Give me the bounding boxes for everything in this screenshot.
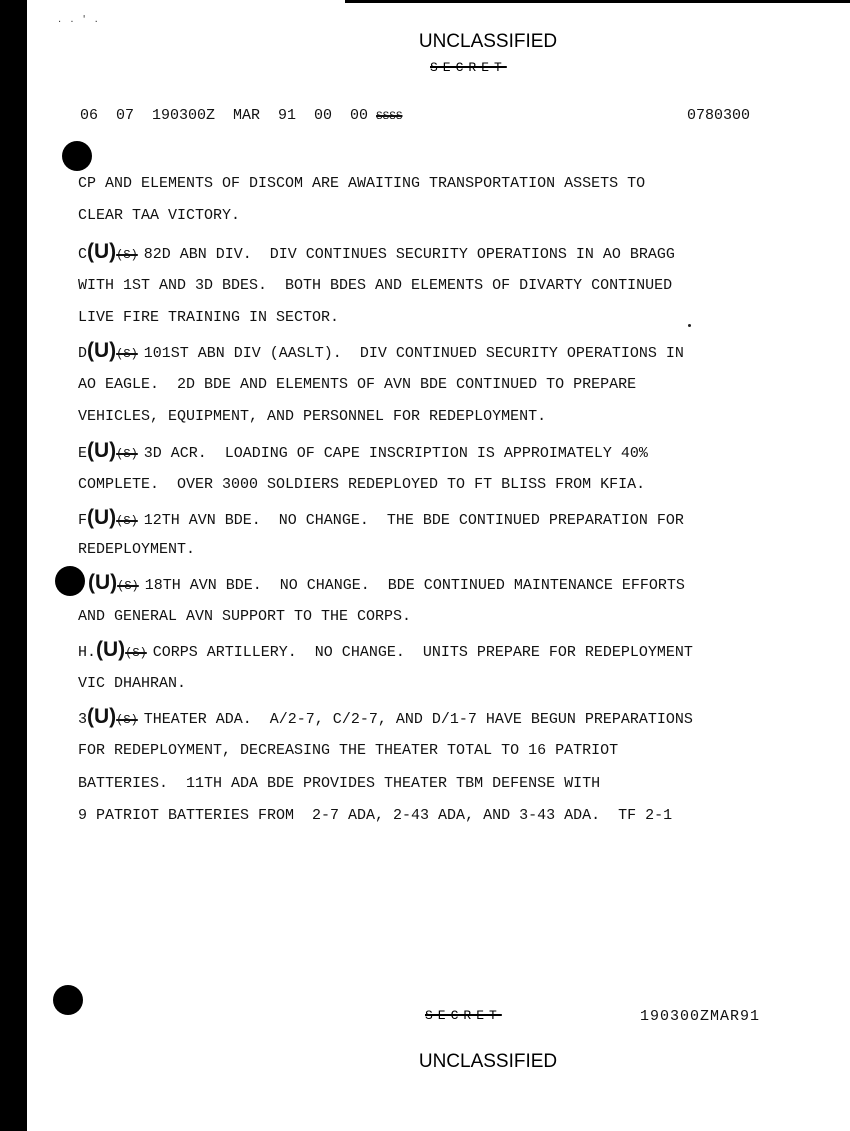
footer-dtg: 190300ZMAR91 — [640, 1008, 761, 1025]
classification-marking: (U) — [87, 339, 117, 362]
paragraph-c — [78, 240, 675, 264]
paragraph-first-line: 12TH AVN BDE. NO CHANGE. THE BDE CONTINUED PREPARATION FOR — [143, 512, 684, 529]
paragraph-first-line: 101ST ABN DIV (AASLT). DIV CONTINUED SECURITY OPERATIONS IN — [143, 345, 684, 362]
top-rule — [345, 0, 850, 3]
classification-top: UNCLASSIFIED — [418, 31, 558, 52]
paragraph-letter: 3 — [78, 711, 88, 728]
body-line: FOR REDEPLOYMENT, DECREASING THE THEATER TOTAL TO 16 PATRIOT — [78, 742, 619, 759]
paragraph-e — [78, 439, 648, 463]
paragraph-first-line: 18TH AVN BDE. NO CHANGE. BDE CONTINUED MAINTENANCE EFFORTS — [144, 577, 685, 594]
paragraph-first-line: 3D ACR. LOADING OF CAPE INSCRIPTION IS APPROIMATELY 40% — [143, 445, 648, 462]
struck-marking: (S) — [125, 646, 147, 660]
body-line: VEHICLES, EQUIPMENT, AND PERSONNEL FOR REDEPLOYMENT. — [78, 408, 547, 425]
paragraph-letter: D — [78, 345, 88, 362]
classification-marking: (U) — [87, 506, 117, 529]
struck-marking: (S) — [116, 347, 138, 361]
paragraph-letter: F — [78, 512, 88, 529]
body-line: VIC DHAHRAN. — [78, 675, 187, 692]
paragraph-g — [88, 571, 685, 595]
struck-marking: (S) — [117, 579, 139, 593]
body-line: BATTERIES. 11TH ADA BDE PROVIDES THEATER TBM DEFENSE WITH — [78, 775, 601, 792]
body-line: CP AND ELEMENTS OF DISCOM ARE AWAITING TRANSPORTATION ASSETS TO — [78, 175, 646, 192]
scan-dot — [688, 324, 691, 327]
classification-marking: (U) — [96, 638, 126, 661]
hole-punch-top — [62, 141, 92, 171]
paragraph-d — [78, 339, 684, 363]
body-line: CLEAR TAA VICTORY. — [78, 207, 241, 224]
header-line: 06 07 190300Z MAR 91 00 00 — [80, 107, 369, 124]
paragraph-f — [78, 506, 684, 530]
body-line: AND GENERAL AVN SUPPORT TO THE CORPS. — [78, 608, 412, 625]
hole-punch-middle — [55, 566, 85, 596]
struck-marking: (S) — [116, 447, 138, 461]
paragraph-first-line: CORPS ARTILLERY. NO CHANGE. UNITS PREPARE FOR REDEPLOYMENT — [152, 644, 693, 661]
classification-marking: (U) — [87, 439, 117, 462]
header-struck-code: SSSS — [376, 111, 403, 123]
classification-marking: (U) — [88, 571, 118, 594]
struck-marking: (S) — [116, 713, 138, 727]
body-line: LIVE FIRE TRAINING IN SECTOR. — [78, 309, 340, 326]
classification-marking: (U) — [87, 705, 117, 728]
body-line: 9 PATRIOT BATTERIES FROM 2-7 ADA, 2-43 ADA, AND 3-43 ADA. TF 2-1 — [78, 807, 673, 824]
paragraph-letter: C — [78, 246, 88, 263]
body-line: AO EAGLE. 2D BDE AND ELEMENTS OF AVN BDE CONTINUED TO PREPARE — [78, 376, 637, 393]
body-line: WITH 1ST AND 3D BDES. BOTH BDES AND ELEMENTS OF DIVARTY CONTINUED — [78, 277, 673, 294]
hole-punch-bottom — [53, 985, 83, 1015]
classification-marking: (U) — [87, 240, 117, 263]
scan-specks: . . ' . — [58, 14, 101, 25]
struck-marking: (S) — [116, 514, 138, 528]
classification-top-struck: SECRET — [430, 60, 507, 75]
body-line: REDEPLOYMENT. — [78, 541, 196, 558]
message-header — [80, 107, 750, 124]
paragraph-first-line: 82D ABN DIV. DIV CONTINUES SECURITY OPERATIONS IN AO BRAGG — [143, 246, 675, 263]
classification-bottom-struck: SECRET — [425, 1008, 502, 1023]
classification-bottom: UNCLASSIFIED — [418, 1051, 558, 1072]
body-line: COMPLETE. OVER 3000 SOLDIERS REDEPLOYED TO FT BLISS FROM KFIA. — [78, 476, 646, 493]
paragraph-letter: E — [78, 445, 88, 462]
paragraph-h — [78, 638, 693, 662]
paragraph-3 — [78, 705, 693, 729]
struck-marking: (S) — [116, 248, 138, 262]
scan-edge — [0, 0, 27, 1131]
header-number: 0780300 — [686, 107, 750, 124]
paragraph-letter: H. — [78, 644, 97, 661]
paragraph-first-line: THEATER ADA. A/2-7, C/2-7, AND D/1-7 HAVE BEGUN PREPARATIONS — [143, 711, 693, 728]
